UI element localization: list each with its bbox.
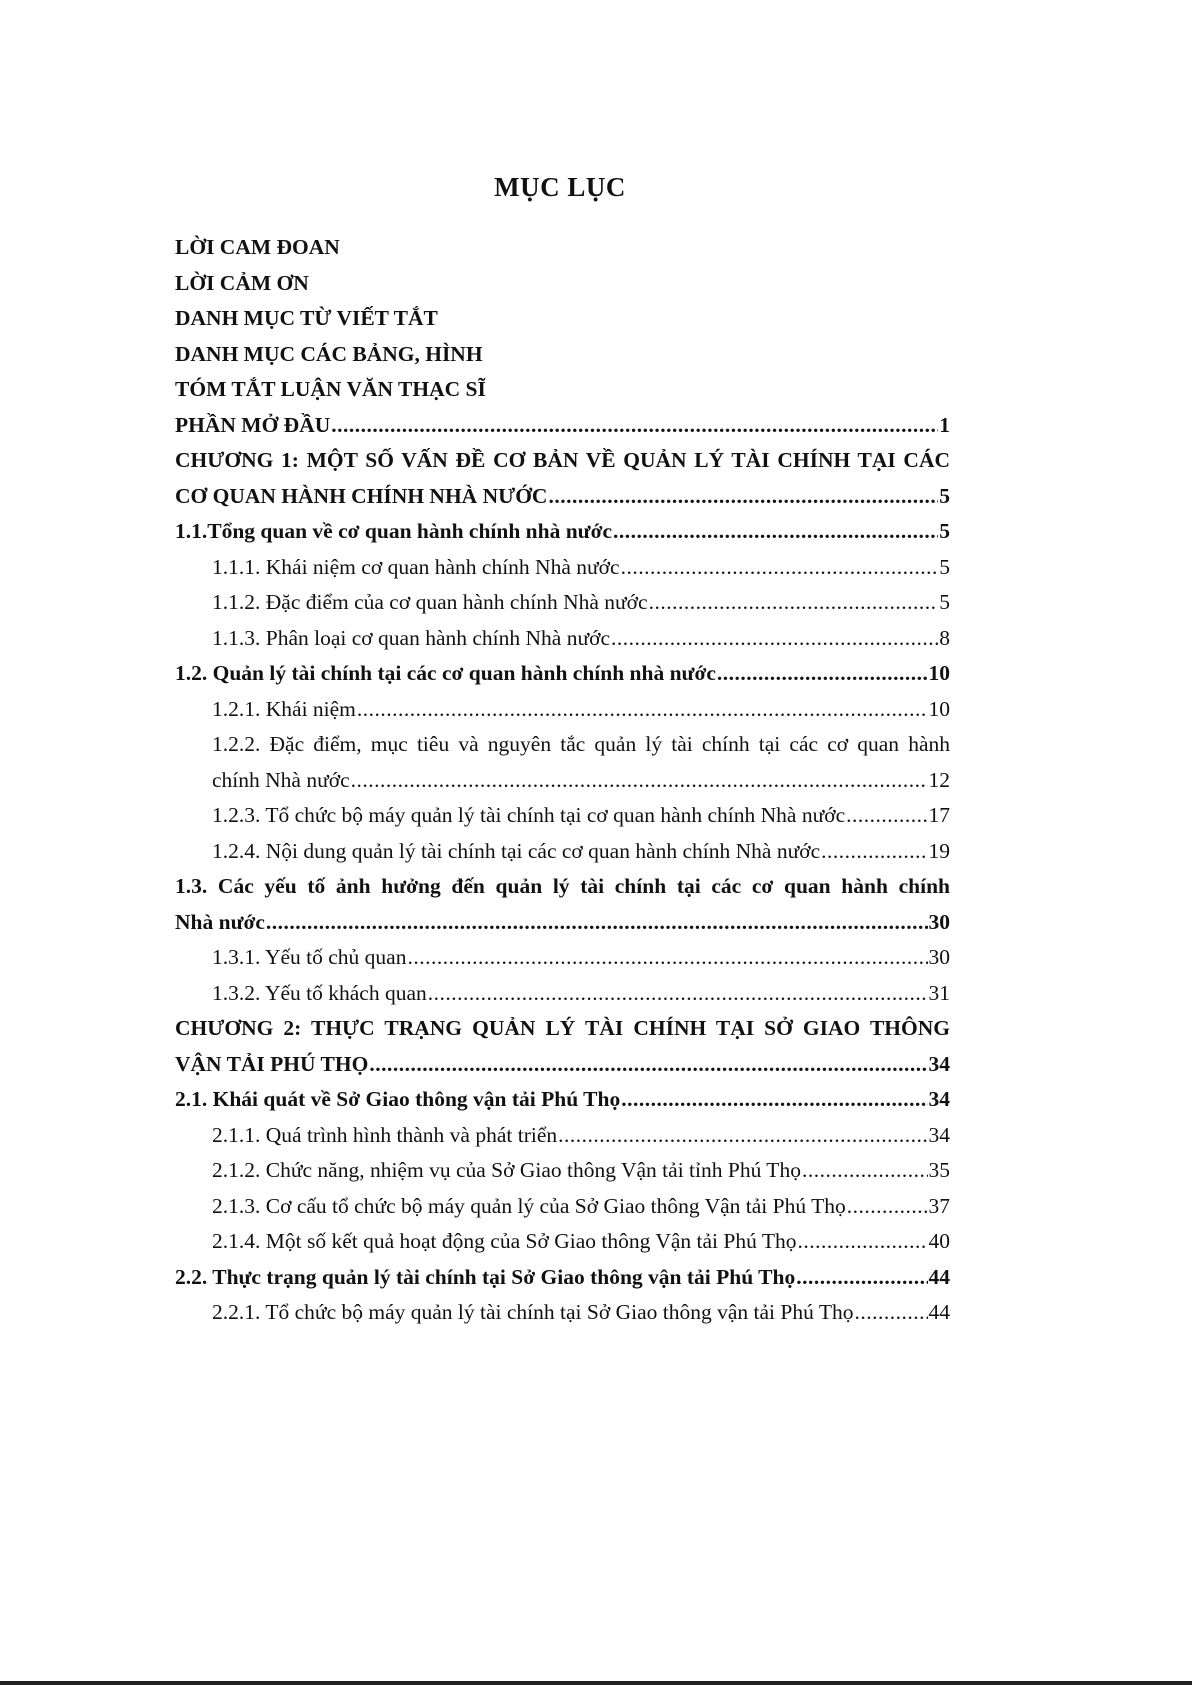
toc-leader-dots: [854, 1295, 927, 1331]
toc-leader-dots: [548, 479, 938, 515]
toc-entry: [175, 585, 950, 621]
toc-entry-text: CƠ QUAN HÀNH CHÍNH NHÀ NƯỚC: [175, 483, 548, 508]
toc-entry: [175, 230, 950, 266]
toc-entry-text: 1.3.2. Yếu tố khách quan: [212, 980, 427, 1005]
toc-entry-text: 1.1.3. Phân loại cơ quan hành chính Nhà nước: [212, 625, 611, 650]
toc-leader-dots: [821, 834, 927, 870]
page-bottom-edge: [0, 1681, 1192, 1685]
toc-leader-dots: [621, 1082, 927, 1118]
toc-leader-dots: [613, 514, 938, 550]
toc-leader-dots: [266, 905, 928, 941]
toc-page-number: 10: [928, 661, 950, 685]
toc-entry: [175, 1224, 950, 1260]
toc-leader-dots: [649, 585, 939, 621]
toc-entry: [175, 408, 950, 444]
toc-entry-text: DANH MỤC CÁC BẢNG, HÌNH: [175, 341, 483, 366]
toc-entry-text: 2.1.1. Quá trình hình thành và phát triển: [212, 1122, 558, 1147]
toc-entry-text: 1.2.2. Đặc điểm, mục tiêu và nguyên tắc quản lý tài chính tại các cơ quan hành: [212, 732, 950, 756]
toc-leader-dots: [847, 1189, 928, 1225]
toc-entry: [175, 550, 950, 586]
toc-entry: [175, 266, 950, 302]
toc-page-number: 19: [928, 838, 950, 863]
toc-leader-dots: [351, 763, 928, 799]
toc-page-number: 1: [939, 412, 950, 437]
toc-entry: [175, 727, 950, 763]
toc-leader-dots: [621, 550, 939, 586]
toc-leader-dots: [796, 1260, 927, 1296]
toc-page-number: 34: [928, 1087, 950, 1111]
toc-leader-dots: [611, 621, 938, 657]
toc-entry: [175, 443, 950, 479]
toc-page-number: 5: [939, 554, 950, 579]
toc-entry: [175, 976, 950, 1012]
toc-entry-text: 2.1.3. Cơ cấu tổ chức bộ máy quản lý của Sở Giao thông Vận tải Phú Thọ: [212, 1193, 846, 1218]
toc-entry-text: 1.2. Quản lý tài chính tại các cơ quan hành chính nhà nước: [175, 661, 716, 685]
toc-entry: [175, 1011, 950, 1047]
toc-leader-dots: [407, 940, 927, 976]
toc-entry-text: 1.3. Các yếu tố ảnh hưởng đến quản lý tài chính tại các cơ quan hành chính: [175, 874, 950, 898]
toc-entry-text: PHẦN MỞ ĐẦU: [175, 412, 331, 437]
toc-entry-text: 2.2.1. Tổ chức bộ máy quản lý tài chính tại Sở Giao thông vận tải Phú Thọ: [212, 1300, 854, 1324]
toc-page-number: 10: [928, 696, 950, 721]
toc-leader-dots: [331, 408, 938, 444]
toc-entry: [175, 1047, 950, 1083]
toc-page-number: 5: [939, 519, 950, 543]
toc-entry-text: 2.2. Thực trạng quản lý tài chính tại Sở Giao thông vận tải Phú Thọ: [175, 1264, 796, 1289]
toc-entry-text: LỜI CAM ĐOAN: [175, 235, 340, 259]
toc-entry: [175, 1118, 950, 1154]
toc-page-number: 5: [939, 590, 950, 614]
toc-entry: [175, 514, 950, 550]
toc-entry: [175, 1153, 950, 1189]
toc-leader-dots: [428, 976, 928, 1012]
toc-entry: [175, 656, 950, 692]
toc-entry-text: CHƯƠNG 2: THỰC TRẠNG QUẢN LÝ TÀI CHÍNH TẠI SỞ GIAO THÔNG: [175, 1016, 950, 1040]
toc-leader-dots: [357, 692, 928, 728]
toc-entry-text: Nhà nước: [175, 909, 265, 934]
toc-leader-dots: [558, 1118, 927, 1154]
toc-page-number: 44: [928, 1300, 950, 1324]
toc-entry: [175, 798, 950, 834]
toc-page-number: 31: [928, 980, 950, 1005]
toc-entry: [175, 621, 950, 657]
toc-leader-dots: [846, 798, 927, 834]
toc-page-number: 5: [939, 483, 950, 508]
toc-entry-text: TÓM TẮT LUẬN VĂN THẠC SĨ: [175, 377, 486, 401]
toc-entry: [175, 301, 950, 337]
toc-entry-text: 1.2.1. Khái niệm: [212, 696, 356, 721]
toc-entry: [175, 1082, 950, 1118]
toc-page-number: 17: [928, 803, 950, 827]
toc-entry-text: 2.1.4. Một số kết quả hoạt động của Sở Giao thông Vận tải Phú Thọ: [212, 1229, 797, 1253]
toc-entry: [175, 1295, 950, 1331]
toc-leader-dots: [797, 1224, 927, 1260]
toc-entry-text: DANH MỤC TỪ VIẾT TẮT: [175, 306, 438, 330]
toc-entry-text: 2.1. Khái quát về Sở Giao thông vận tải Phú Thọ: [175, 1087, 621, 1111]
toc-entry-text: LỜI CẢM ƠN: [175, 270, 309, 295]
page-title: MỤC LỤC: [494, 172, 626, 202]
toc-entry: [175, 869, 950, 905]
toc-entry-text: chính Nhà nước: [212, 767, 350, 792]
toc-entry-text: 1.1.2. Đặc điểm của cơ quan hành chính Nhà nước: [212, 590, 648, 614]
toc-leader-dots: [369, 1047, 927, 1083]
toc-entry: [175, 834, 950, 870]
toc-entry: [175, 940, 950, 976]
toc-page-number: 44: [928, 1264, 950, 1289]
toc-page-number: 40: [928, 1229, 950, 1253]
toc-entry-text: 2.1.2. Chức năng, nhiệm vụ của Sở Giao thông Vận tải tỉnh Phú Thọ: [212, 1158, 801, 1182]
toc-page-number: 37: [928, 1193, 950, 1218]
toc-entry-text: VẬN TẢI PHÚ THỌ: [175, 1051, 369, 1076]
toc-entry-text: 1.1.1. Khái niệm cơ quan hành chính Nhà nước: [212, 554, 620, 579]
toc-page-number: 12: [928, 767, 950, 792]
toc-entry-text: 1.2.3. Tổ chức bộ máy quản lý tài chính tại cơ quan hành chính Nhà nước: [212, 803, 846, 827]
toc-entry-text: 1.3.1. Yếu tố chủ quan: [212, 945, 407, 969]
toc-page-number: 34: [928, 1122, 950, 1147]
toc-entry: [175, 337, 950, 373]
toc-entry: [175, 479, 950, 515]
toc-page-number: 35: [928, 1158, 950, 1182]
toc-page-number: 30: [928, 909, 950, 934]
toc-entry: [175, 763, 950, 799]
toc-page-number: 8: [939, 625, 950, 650]
toc-entry-text: CHƯƠNG 1: MỘT SỐ VẤN ĐỀ CƠ BẢN VỀ QUẢN LÝ TÀI CHÍNH TẠI CÁC: [175, 448, 950, 472]
toc-entry-text: 1.2.4. Nội dung quản lý tài chính tại các cơ quan hành chính Nhà nước: [212, 838, 821, 863]
toc-page-number: 34: [928, 1051, 950, 1076]
toc-page-number: 30: [928, 945, 950, 969]
toc-entry: [175, 905, 950, 941]
toc-entry-text: 1.1.Tổng quan về cơ quan hành chính nhà nước: [175, 519, 613, 543]
toc-leader-dots: [717, 656, 928, 692]
table-of-contents: [175, 230, 950, 1331]
toc-entry: [175, 692, 950, 728]
toc-leader-dots: [802, 1153, 928, 1189]
toc-entry: [175, 1260, 950, 1296]
toc-entry: [175, 1189, 950, 1225]
toc-entry: [175, 372, 950, 408]
